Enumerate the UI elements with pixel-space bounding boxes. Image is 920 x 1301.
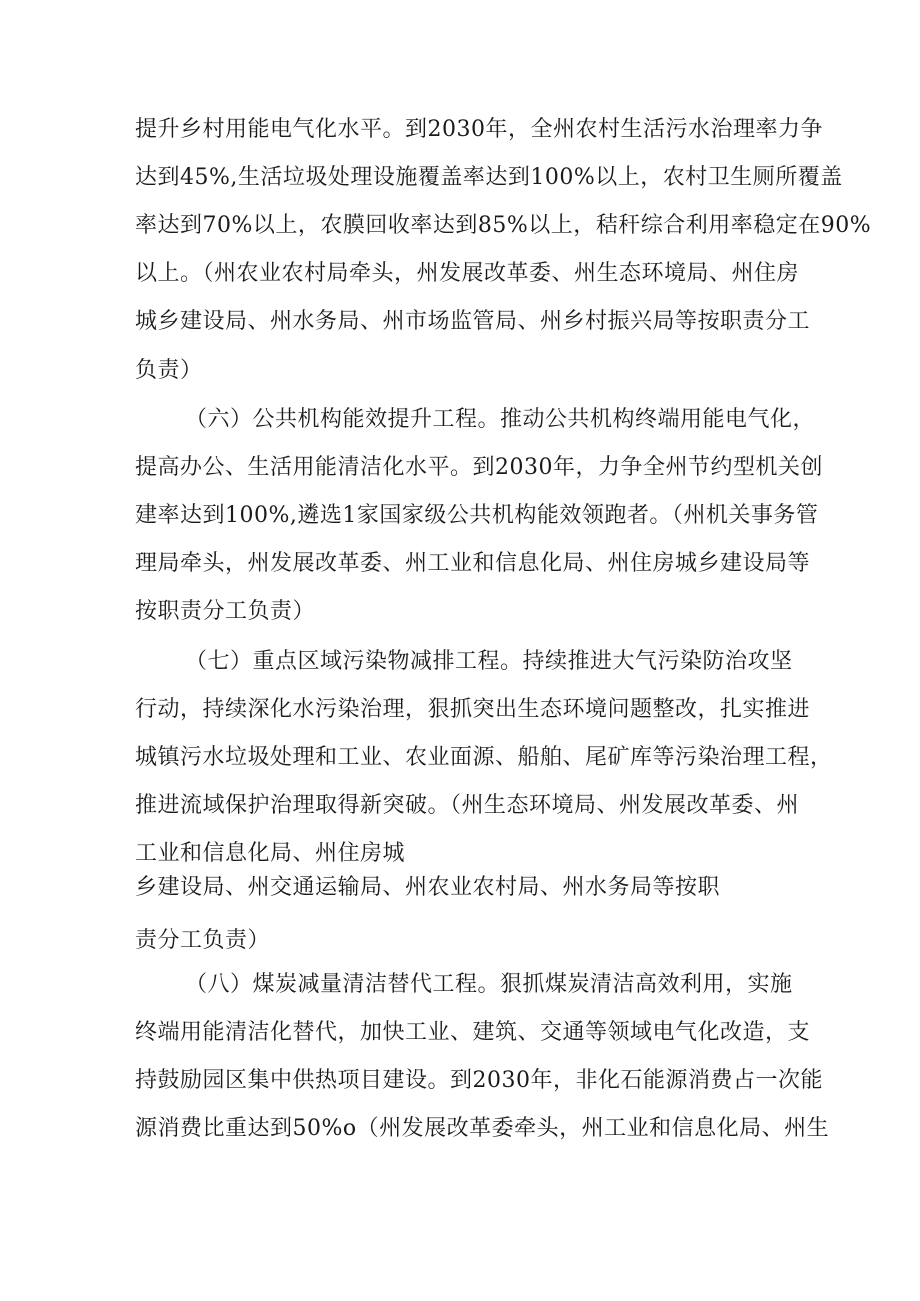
text-line: 率达到70%以上，农膜回收率达到85%以上，秸秆综合利用率稳定在90%	[135, 213, 872, 238]
section-heading-8: （八）煤炭减量清洁替代工程。狠抓煤炭清洁高效利用，实施	[185, 972, 793, 997]
text-line: 负责）	[135, 358, 203, 383]
section-heading-7: （七）重点区域污染物减排工程。持续推进大气污染防治攻坚	[185, 649, 793, 674]
text-line: 以上。（州农业农村局牵头，州发展改革委、州生态环境局、州住房	[135, 261, 800, 286]
text-line: 源消费比重达到50%o（州发展改革委牵头，州工业和信息化局、州生	[135, 1116, 830, 1141]
text-line: 建率达到100%,遴选1家国家级公共机构能效领跑者。（州机关事务管	[135, 503, 819, 528]
text-line: 终端用能清洁化替代，加快工业、建筑、交通等领域电气化改造，支	[135, 1020, 811, 1045]
text-line: 行动，持续深化水污染治理，狠抓突出生态环境问题整改，扎实推进	[135, 697, 811, 722]
text-line: 城乡建设局、州水务局、州市场监管局、州乡村振兴局等按职责分工	[135, 309, 811, 334]
text-line: 推进流域保护治理取得新突破。（州生态环境局、州发展改革委、州	[135, 793, 800, 818]
text-line: 工业和信息化局、州住房城	[135, 841, 406, 866]
text-line: 城镇污水垃圾处理和工业、农业面源、船舶、尾矿库等污染治理工程，	[135, 745, 833, 770]
text-line: 提升乡村用能电气化水平。到2030年，全州农村生活污水治理率力争	[135, 117, 823, 142]
text-line: 持鼓励园区集中供热项目建设。到2030年，非化石能源消费占一次能	[135, 1068, 823, 1093]
text-line: 达到45%,生活垃圾处理设施覆盖率达到100%以上，农村卫生厕所覆盖	[135, 165, 843, 190]
text-line: 乡建设局、州交通运输局、州农业农村局、州水务局等按职	[135, 875, 721, 900]
text-line: 按职责分工负责）	[135, 599, 316, 624]
text-line: 提高办公、生活用能清洁化水平。到2030年，力争全州节约型机关创	[135, 455, 823, 480]
section-heading-6: （六）公共机构能效提升工程。推动公共机构终端用能电气化，	[185, 407, 816, 432]
text-line: 理局牵头，州发展改革委、州工业和信息化局、州住房城乡建设局等	[135, 551, 811, 576]
text-line: 责分工负责）	[135, 928, 271, 953]
